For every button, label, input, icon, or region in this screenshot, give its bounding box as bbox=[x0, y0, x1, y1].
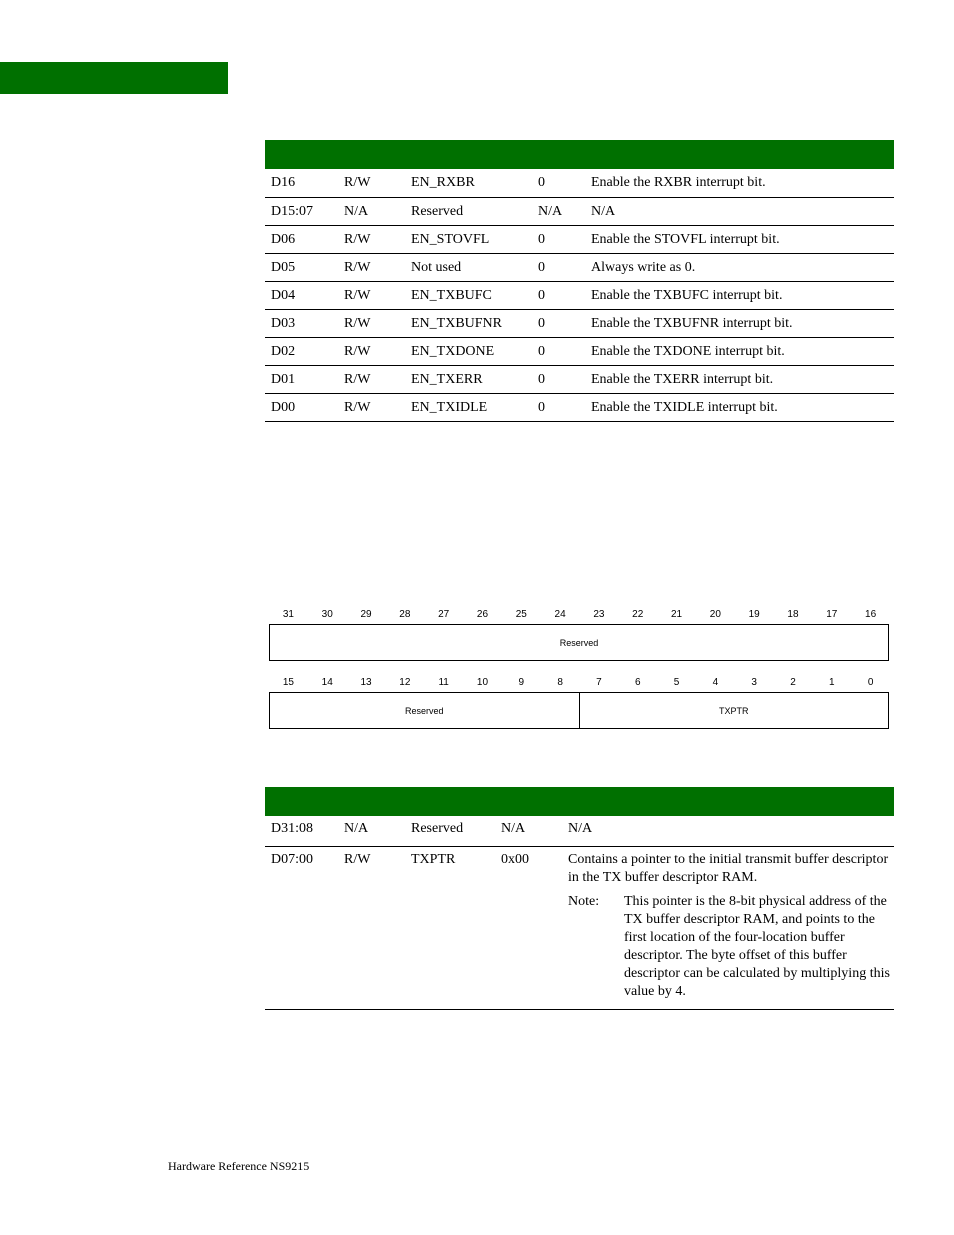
table-row: D16 R/W EN_RXBR 0 Enable the RXBR interrupt bit. bbox=[265, 169, 894, 197]
bit-number: 14 bbox=[321, 677, 333, 688]
table-row: D01 R/W EN_TXERR 0 Enable the TXERR interrupt bit. bbox=[265, 365, 894, 393]
bit-number: 19 bbox=[748, 609, 760, 620]
bit-number: 20 bbox=[709, 609, 721, 620]
bit-number: 28 bbox=[399, 609, 411, 620]
upper-register-box bbox=[269, 624, 889, 661]
bit-number: 25 bbox=[515, 609, 527, 620]
tx-buffer-pointer-bits-table bbox=[265, 787, 894, 1010]
bit-number: 16 bbox=[865, 609, 877, 620]
bit-number: 3 bbox=[751, 677, 757, 688]
bit-number: 2 bbox=[790, 677, 796, 688]
chapter-tab-bar bbox=[0, 62, 228, 94]
bit-number: 12 bbox=[399, 677, 411, 688]
bit-number: 9 bbox=[518, 677, 525, 688]
upper-reserved-field: Reserved bbox=[559, 637, 599, 648]
page-footer: Hardware Reference NS9215 bbox=[168, 1159, 310, 1173]
table-header-row bbox=[265, 787, 894, 816]
bit-number: 27 bbox=[438, 609, 450, 620]
table-row: D04 R/W EN_TXBUFC 0 Enable the TXBUFC interrupt bit. bbox=[265, 281, 894, 309]
txptr-description: Contains a pointer to the initial transmit buffer descriptor in the TX buffer descriptor RAM. bbox=[568, 852, 889, 885]
bit-number: 6 bbox=[634, 677, 641, 688]
lower-register-box bbox=[269, 692, 889, 729]
bit-number: 8 bbox=[557, 677, 563, 688]
bit-number: 22 bbox=[632, 609, 644, 620]
table-row: D03 R/W EN_TXBUFNR 0 Enable the TXBUFNR interrupt bit. bbox=[265, 309, 894, 337]
table-row: D07:00 R/W TXPTR 0x00 Contains a pointer to the initial transmit buffer descriptor in the TX buffer descriptor RAM. Note: This pointer is the 8-bit physical address of the TX buffer descriptor RAM, and points to the first location of the four-location buffer descriptor. The byte offset of this buffer descriptor can be calculated by multiplying this value by 4. bbox=[265, 847, 894, 1010]
table-row: D15:07 N/A Reserved N/A N/A bbox=[265, 197, 894, 225]
bit-number: 10 bbox=[476, 677, 489, 688]
interrupt-enable-bits-table bbox=[265, 140, 894, 422]
table-row: D31:08 N/A Reserved N/A N/A bbox=[265, 816, 894, 847]
bit-number: 21 bbox=[670, 609, 683, 620]
bit-number: 11 bbox=[438, 677, 449, 688]
table-header-row bbox=[265, 140, 894, 169]
table-row: D05 R/W Not used 0 Always write as 0. bbox=[265, 253, 894, 281]
note-label: Note: bbox=[568, 894, 600, 909]
bit-number: 23 bbox=[593, 609, 605, 620]
txptr-note bbox=[568, 893, 894, 1001]
table-row: D02 R/W EN_TXDONE 0 Enable the TXDONE interrupt bit. bbox=[265, 337, 894, 365]
bit-number: 30 bbox=[321, 609, 333, 620]
table-row: D00 R/W EN_TXIDLE 0 Enable the TXIDLE interrupt bit. bbox=[265, 393, 894, 421]
lower-reserved-field: Reserved bbox=[404, 705, 444, 716]
bit-number: 4 bbox=[712, 677, 719, 688]
bit-number: 17 bbox=[826, 609, 838, 620]
bit-number: 15 bbox=[282, 677, 294, 688]
bit-number: 1 bbox=[829, 677, 835, 688]
bit-number: 26 bbox=[476, 609, 489, 620]
bit-number: 13 bbox=[360, 677, 372, 688]
bit-number: 18 bbox=[787, 609, 799, 620]
bit-number: 24 bbox=[554, 609, 566, 620]
note-text: This pointer is the 8-bit physical address of the TX buffer descriptor RAM, and points to the first location of the four-location buffer descriptor. The byte offset of this buffer descriptor can be calculated by multiplying this value by 4. bbox=[624, 894, 890, 999]
bit-number: 5 bbox=[673, 677, 680, 688]
txptr-field: TXPTR bbox=[579, 693, 889, 728]
bit-number: 0 bbox=[867, 677, 874, 688]
bit-number: 29 bbox=[360, 609, 372, 620]
bit-number: 31 bbox=[282, 609, 294, 620]
bit-number: 7 bbox=[596, 677, 602, 688]
table-row: D06 R/W EN_STOVFL 0 Enable the STOVFL interrupt bit. bbox=[265, 225, 894, 253]
